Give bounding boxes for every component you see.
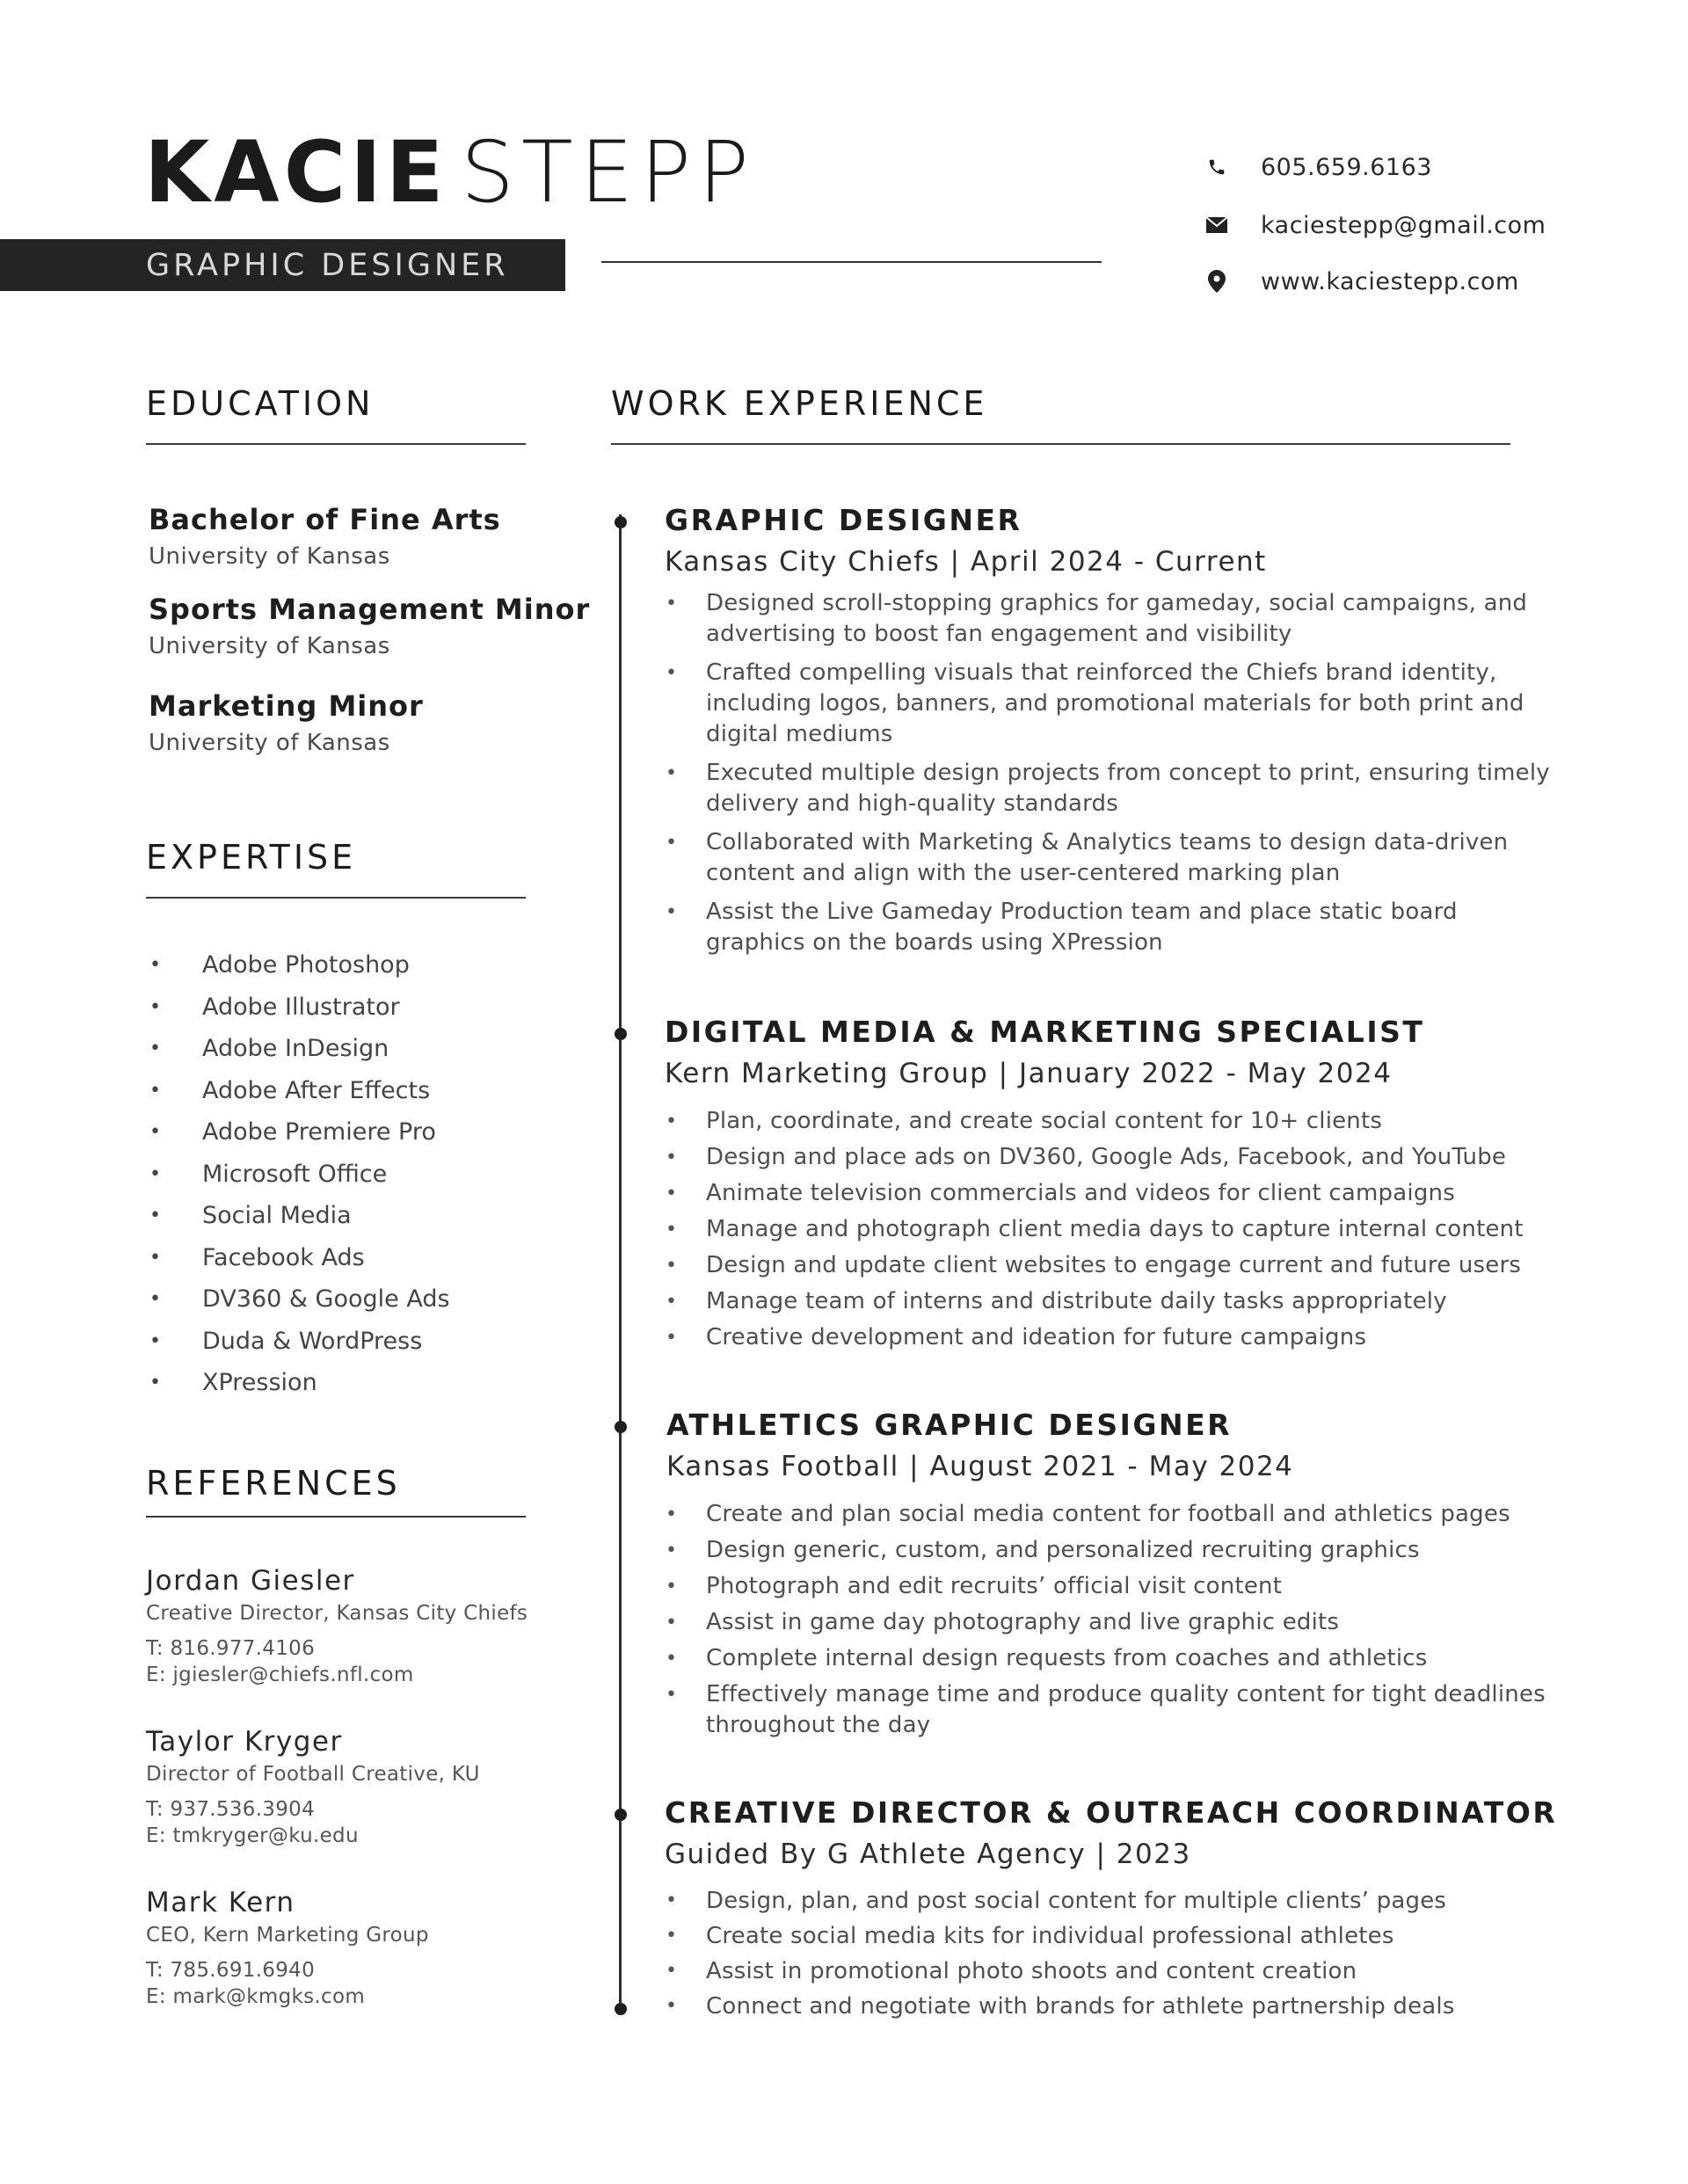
education-heading: EDUCATION: [146, 384, 375, 423]
job-bullet: • Manage team of interns and distribute daily tasks appropriately: [664, 1284, 1552, 1320]
timeline-line: [619, 514, 622, 2009]
reference-phone: T: 785.691.6940: [146, 1959, 316, 1982]
reference-role: Creative Director, Kansas City Chiefs: [146, 1602, 528, 1625]
contact-email: [1204, 207, 1546, 243]
education-divider: [146, 443, 526, 445]
job-bullet: • Collaborated with Marketing & Analytics teams to design data-driven content and align with the user-centered marking plan: [664, 827, 1552, 889]
job-bullet: • Assist in game day photography and live graphic edits: [664, 1605, 1552, 1641]
skill-item: • Duda & WordPress: [149, 1328, 423, 1355]
edu-school: University of Kansas: [149, 543, 390, 570]
skill-item: • Adobe After Effects: [149, 1077, 431, 1104]
contact-phone: [1204, 149, 1432, 185]
work-experience-heading: WORK EXPERIENCE: [611, 384, 988, 423]
skill-item: • Facebook Ads: [149, 1244, 365, 1271]
job-bullet: • Design generic, custom, and personalized recruiting graphics: [664, 1532, 1552, 1569]
job-bullet: • Designed scroll-stopping graphics for gameday, social campaigns, and advertising to boost fan engagement and visibility: [664, 588, 1552, 650]
skill-item: • XPression: [149, 1369, 317, 1396]
skill-item: • DV360 & Google Ads: [149, 1285, 450, 1313]
header-divider: [601, 261, 1102, 263]
job-bullet-list: [664, 1496, 1552, 1741]
contact-website: [1204, 264, 1519, 299]
skill-item: • Microsoft Office: [149, 1161, 388, 1188]
last-name: STEPP: [461, 123, 757, 222]
map-pin-icon: [1204, 269, 1229, 294]
reference-role: Director of Football Creative, KU: [146, 1763, 480, 1786]
envelope-icon: [1204, 213, 1229, 237]
job-title: ATHLETICS GRAPHIC DESIGNER: [666, 1408, 1233, 1442]
job-bullet-list: [664, 588, 1552, 958]
reference-email: E: jgiesler@chiefs.nfl.com: [146, 1663, 414, 1686]
reference-email: E: mark@kmgks.com: [146, 1985, 366, 2008]
job-bullet-list: [664, 1103, 1552, 1356]
work-experience-divider: [611, 443, 1510, 445]
job-bullet: • Assist in promotional photo shoots and content creation: [664, 1954, 1552, 1989]
job-bullet: • Animate television commercials and videos for client campaigns: [664, 1176, 1552, 1212]
skill-item: • Adobe Photoshop: [149, 951, 410, 979]
reference-name: Taylor Kryger: [146, 1726, 343, 1758]
job-company-dates: Guided By G Athlete Agency | 2023: [665, 1838, 1191, 1870]
job-title: CREATIVE DIRECTOR & OUTREACH COORDINATOR: [665, 1795, 1558, 1830]
skill-item: • Social Media: [149, 1202, 352, 1229]
references-heading: REFERENCES: [146, 1464, 401, 1503]
job-bullet: • Executed multiple design projects from concept to print, ensuring timely delivery and high-quality standards: [664, 758, 1552, 819]
website-link[interactable]: www.kaciestepp.com: [1261, 267, 1519, 295]
reference-phone: T: 816.977.4106: [146, 1637, 316, 1660]
timeline-dot: [615, 1809, 627, 1821]
job-title-heading: GRAPHIC DESIGNER: [146, 248, 509, 283]
timeline-dot: [615, 1028, 627, 1040]
timeline-dot: [615, 2003, 627, 2015]
email-address[interactable]: kaciestepp@gmail.com: [1261, 211, 1546, 239]
skill-item: • Adobe Premiere Pro: [149, 1118, 436, 1146]
job-bullet: • Assist the Live Gameday Production team and place static board graphics on the boards using XPression: [664, 897, 1552, 958]
expertise-divider: [146, 897, 526, 899]
job-company-dates: Kansas Football | August 2021 - May 2024: [666, 1451, 1294, 1482]
job-bullet: • Effectively manage time and produce quality content for tight deadlines throughout the day: [664, 1679, 1552, 1741]
skill-item: • Adobe Illustrator: [149, 994, 400, 1021]
job-bullet: • Creative development and ideation for future campaigns: [664, 1320, 1552, 1356]
skill-item: • Adobe InDesign: [149, 1035, 389, 1062]
job-bullet: • Crafted compelling visuals that reinforced the Chiefs brand identity, including logos, banners, and promotional materials for both print and digital mediums: [664, 658, 1552, 750]
job-bullet: • Plan, coordinate, and create social content for 10+ clients: [664, 1103, 1552, 1139]
job-bullet: • Photograph and edit recruits’ official visit content: [664, 1569, 1552, 1605]
job-bullet: • Connect and negotiate with brands for athlete partnership deals: [664, 1989, 1552, 2024]
job-bullet: • Manage and photograph client media days to capture internal content: [664, 1212, 1552, 1248]
edu-degree: Marketing Minor: [149, 689, 424, 723]
reference-name: Jordan Giesler: [146, 1565, 355, 1597]
job-company-dates: Kern Marketing Group | January 2022 - May 2024: [665, 1058, 1393, 1089]
job-bullet: • Design and place ads on DV360, Google Ads, Facebook, and YouTube: [664, 1139, 1552, 1176]
edu-school: University of Kansas: [149, 730, 390, 756]
reference-email: E: tmkryger@ku.edu: [146, 1824, 359, 1847]
job-company-dates: Kansas City Chiefs | April 2024 - Current: [665, 546, 1267, 578]
edu-degree: Bachelor of Fine Arts: [149, 503, 501, 536]
reference-role: CEO, Kern Marketing Group: [146, 1924, 429, 1947]
timeline-dot: [615, 1421, 627, 1433]
job-title: GRAPHIC DESIGNER: [665, 503, 1022, 537]
job-bullet-list: [664, 1883, 1552, 2024]
timeline-dot: [615, 516, 627, 528]
expertise-heading: EXPERTISE: [146, 838, 357, 877]
job-bullet: • Design, plan, and post social content for multiple clients’ pages: [664, 1883, 1552, 1918]
phone-number[interactable]: 605.659.6163: [1261, 153, 1432, 181]
edu-degree: Sports Management Minor: [149, 593, 591, 626]
job-bullet: • Design and update client websites to engage current and future users: [664, 1248, 1552, 1284]
job-title: DIGITAL MEDIA & MARKETING SPECIALIST: [665, 1015, 1425, 1049]
reference-phone: T: 937.536.3904: [146, 1798, 316, 1821]
reference-name: Mark Kern: [146, 1887, 295, 1918]
edu-school: University of Kansas: [149, 633, 390, 659]
job-bullet: • Create social media kits for individual professional athletes: [664, 1918, 1552, 1954]
job-bullet: • Create and plan social media content for football and athletics pages: [664, 1496, 1552, 1532]
references-divider: [146, 1516, 526, 1518]
job-bullet: • Complete internal design requests from coaches and athletics: [664, 1641, 1552, 1677]
phone-icon: [1204, 155, 1229, 179]
first-name: KACIE: [144, 123, 448, 222]
